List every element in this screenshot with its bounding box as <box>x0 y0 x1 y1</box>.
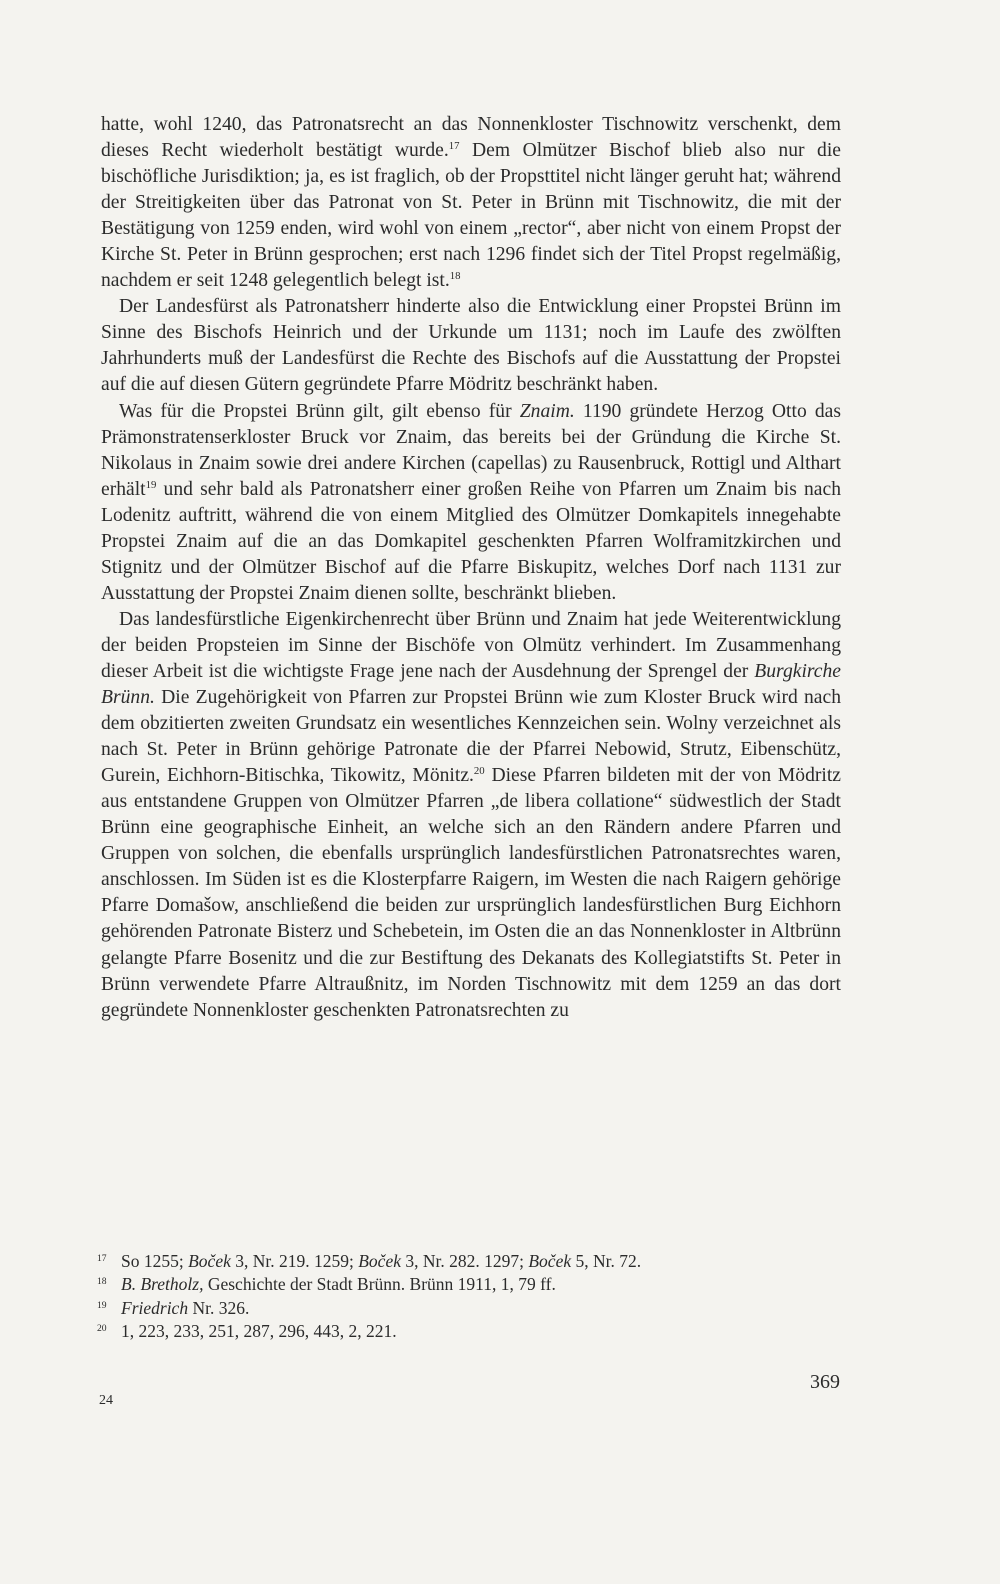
text-run: 5, Nr. 72. <box>571 1251 642 1271</box>
text-run: 3, Nr. 219. 1259; <box>230 1251 359 1271</box>
footnote-ref: 17 <box>448 140 460 153</box>
italic-text: Boček <box>358 1251 401 1271</box>
footnote-ref: 19 <box>145 478 157 491</box>
footnote: $^{17}$ So 1255; Boček 3, Nr. 219. 1259; Boček 3, Nr. 282. 1297; Boček 5, Nr. 72. <box>97 1251 642 1271</box>
text-run: So 1255; <box>121 1251 189 1271</box>
body-text <box>101 112 841 1024</box>
italic-text: B. Bretholz, <box>121 1274 204 1295</box>
text-run: Dem Olmützer Bischof blieb also nur die bischöfliche Jurisdiktion; ja, es ist fraglich, ob der Propsttitel nicht länger geruht hat; während der Streitigkeiten über das Patronat von St. Peter in Brünn mit Tischnowitz, die mit der Bestätigung von 1259 enden, wird wohl von einem „rector“, aber nicht von einem Propst der Kirche St. Peter in Brünn gesprochen; erst nach 1296 findet sich der Titel Propst regelmäßig, nachdem er seit 1248 gelegentlich belegt ist. <box>101 140 841 292</box>
footnote: $^{18}$ B. Bretholz, Geschichte der Stadt Brünn. Brünn 1911, 1, 79 ff. <box>97 1274 556 1295</box>
footnote-ref: 18 <box>449 270 461 283</box>
text-run: Geschichte der Stadt Brünn. Brünn 1911, 1, 79 ff. <box>203 1274 556 1295</box>
italic-text: Boček <box>528 1251 572 1271</box>
paragraph <box>101 399 841 607</box>
text-run: hatte, wohl 1240, das Patronatsrecht an das Nonnenkloster Tischnowitz verschenkt, dem dieses Recht wiederholt bestätigt wurde. <box>101 114 841 162</box>
text-run: Diese Pfarren bildeten mit der von Mödritz aus entstandene Gruppen von Olmützer Pfarren „de libera collatione“ südwestlich der Stadt Brünn eine geographische Einheit, an welche sich an den Rändern andere Pfarren und Gruppen von solchen, die ebenfalls ursprünglich landesfürstlichen Patronatsrechtes waren, anschlossen. Im Süden ist es die Klosterpfarre Raigern, im Westen die nach Raigern gehörige Pfarre Domašow, anschließend die beiden zur ursprünglich landesfürstlichen Burg Eichhorn gehörenden Patronate Bisterz und Schebetein, im Osten die an das Nonnenkloster in Altbrünn gelangte Pfarre Bosenitz und die zur Bestiftung des Dekanats des Kollegiatstifts St. Peter in Brünn verwendete Pfarre Altraußnitz, im Norden Tischnowitz mit dem 1259 an das dort gegründete Nonnenkloster geschenkten Patronatsrechten zu <box>101 765 841 1021</box>
text-run: Nr. 326. <box>188 1297 250 1318</box>
italic-text: Boček <box>188 1251 231 1271</box>
text-run: Das landesfürstliche Eigenkirchenrecht über Brünn und Znaim hat jede Weiterentwicklung der beiden Propsteien im Sinne der Bischöfe von Olmütz verhindert. Im Zusammenhang dieser Arbeit ist die wichtigste Frage jene nach der Ausdehnung der Sprengel der <box>101 608 841 682</box>
text-run: Der Landesfürst als Patronatsherr hinderte also die Entwicklung einer Propstei Brünn im Sinne des Bischofs Heinrich und der Urkunde um 1131; noch im Laufe des zwölften Jahrhunderts muß der Landesfürst die Rechte des Bischofs auf die Ausstattung der Propstei auf die auf diesen Gütern gegründete Pfarre Mödritz beschränkt haben. <box>101 296 841 396</box>
text-run: 1, 223, 233, 251, 287, 296, 443, 2, 221. <box>121 1321 397 1342</box>
italic-text: Znaim. <box>519 400 575 422</box>
text-run: Was für die Propstei Brünn gilt, gilt ebenso für <box>119 400 520 422</box>
footnote-ref: 20 <box>473 765 485 778</box>
text-run: 3, Nr. 282. 1297; <box>400 1251 529 1271</box>
footnote: $^{20}$ 1, 223, 233, 251, 287, 296, 443, 2, 221. <box>97 1321 397 1342</box>
footnotes <box>97 1250 861 1344</box>
page-number: 369 <box>810 1371 840 1393</box>
text-run: 1190 gründete Herzog Otto das Prämonstratenserkloster Bruck vor Znaim, das bereits bei der Gründung die Kirche St. Nikolaus in Znaim sowie drei andere Kirchen (capellas) zu Rausenbruck, Rottigl und Althart erhält <box>101 400 841 500</box>
italic-text: Friedrich <box>121 1297 189 1318</box>
paragraph <box>101 607 841 1024</box>
text-run: Die Zugehörigkeit von Pfarren zur Propstei Brünn wie zum Kloster Bruck wird nach dem obzitierten zweiten Grundsatz ein wesentliches Kennzeichen sein. Wolny verzeichnet als nach St. Peter in Brünn gehörige Patronate die der Pfarrei Nebowid, Strutz, Eibenschütz, Gurein, Eichhorn-Bitischka, Tikowitz, Mönitz. <box>101 687 841 787</box>
text-run: und sehr bald als Patronatsherr einer großen Reihe von Pfarren um Znaim bis nach Lodenitz auftritt, während die von einem Mitglied des Olmützer Domkapitels innegehabte Propstei Znaim auf die an das Domkapitel geschenkten Pfarren Wolframitzkirchen und Stignitz und der Olmützer Bischof auf die Pfarre Biskupitz, welches Dorf nach 1131 zur Ausstattung der Propstei Znaim dienen sollte, beschränkt blieben. <box>101 478 841 604</box>
italic-text: Burgkirche Brünn. <box>101 660 841 709</box>
footnote: $^{19}$ Friedrich Nr. 326. <box>97 1297 250 1318</box>
paragraph <box>101 294 841 398</box>
paragraph <box>101 112 841 294</box>
signature-mark: 24 <box>99 1393 113 1408</box>
